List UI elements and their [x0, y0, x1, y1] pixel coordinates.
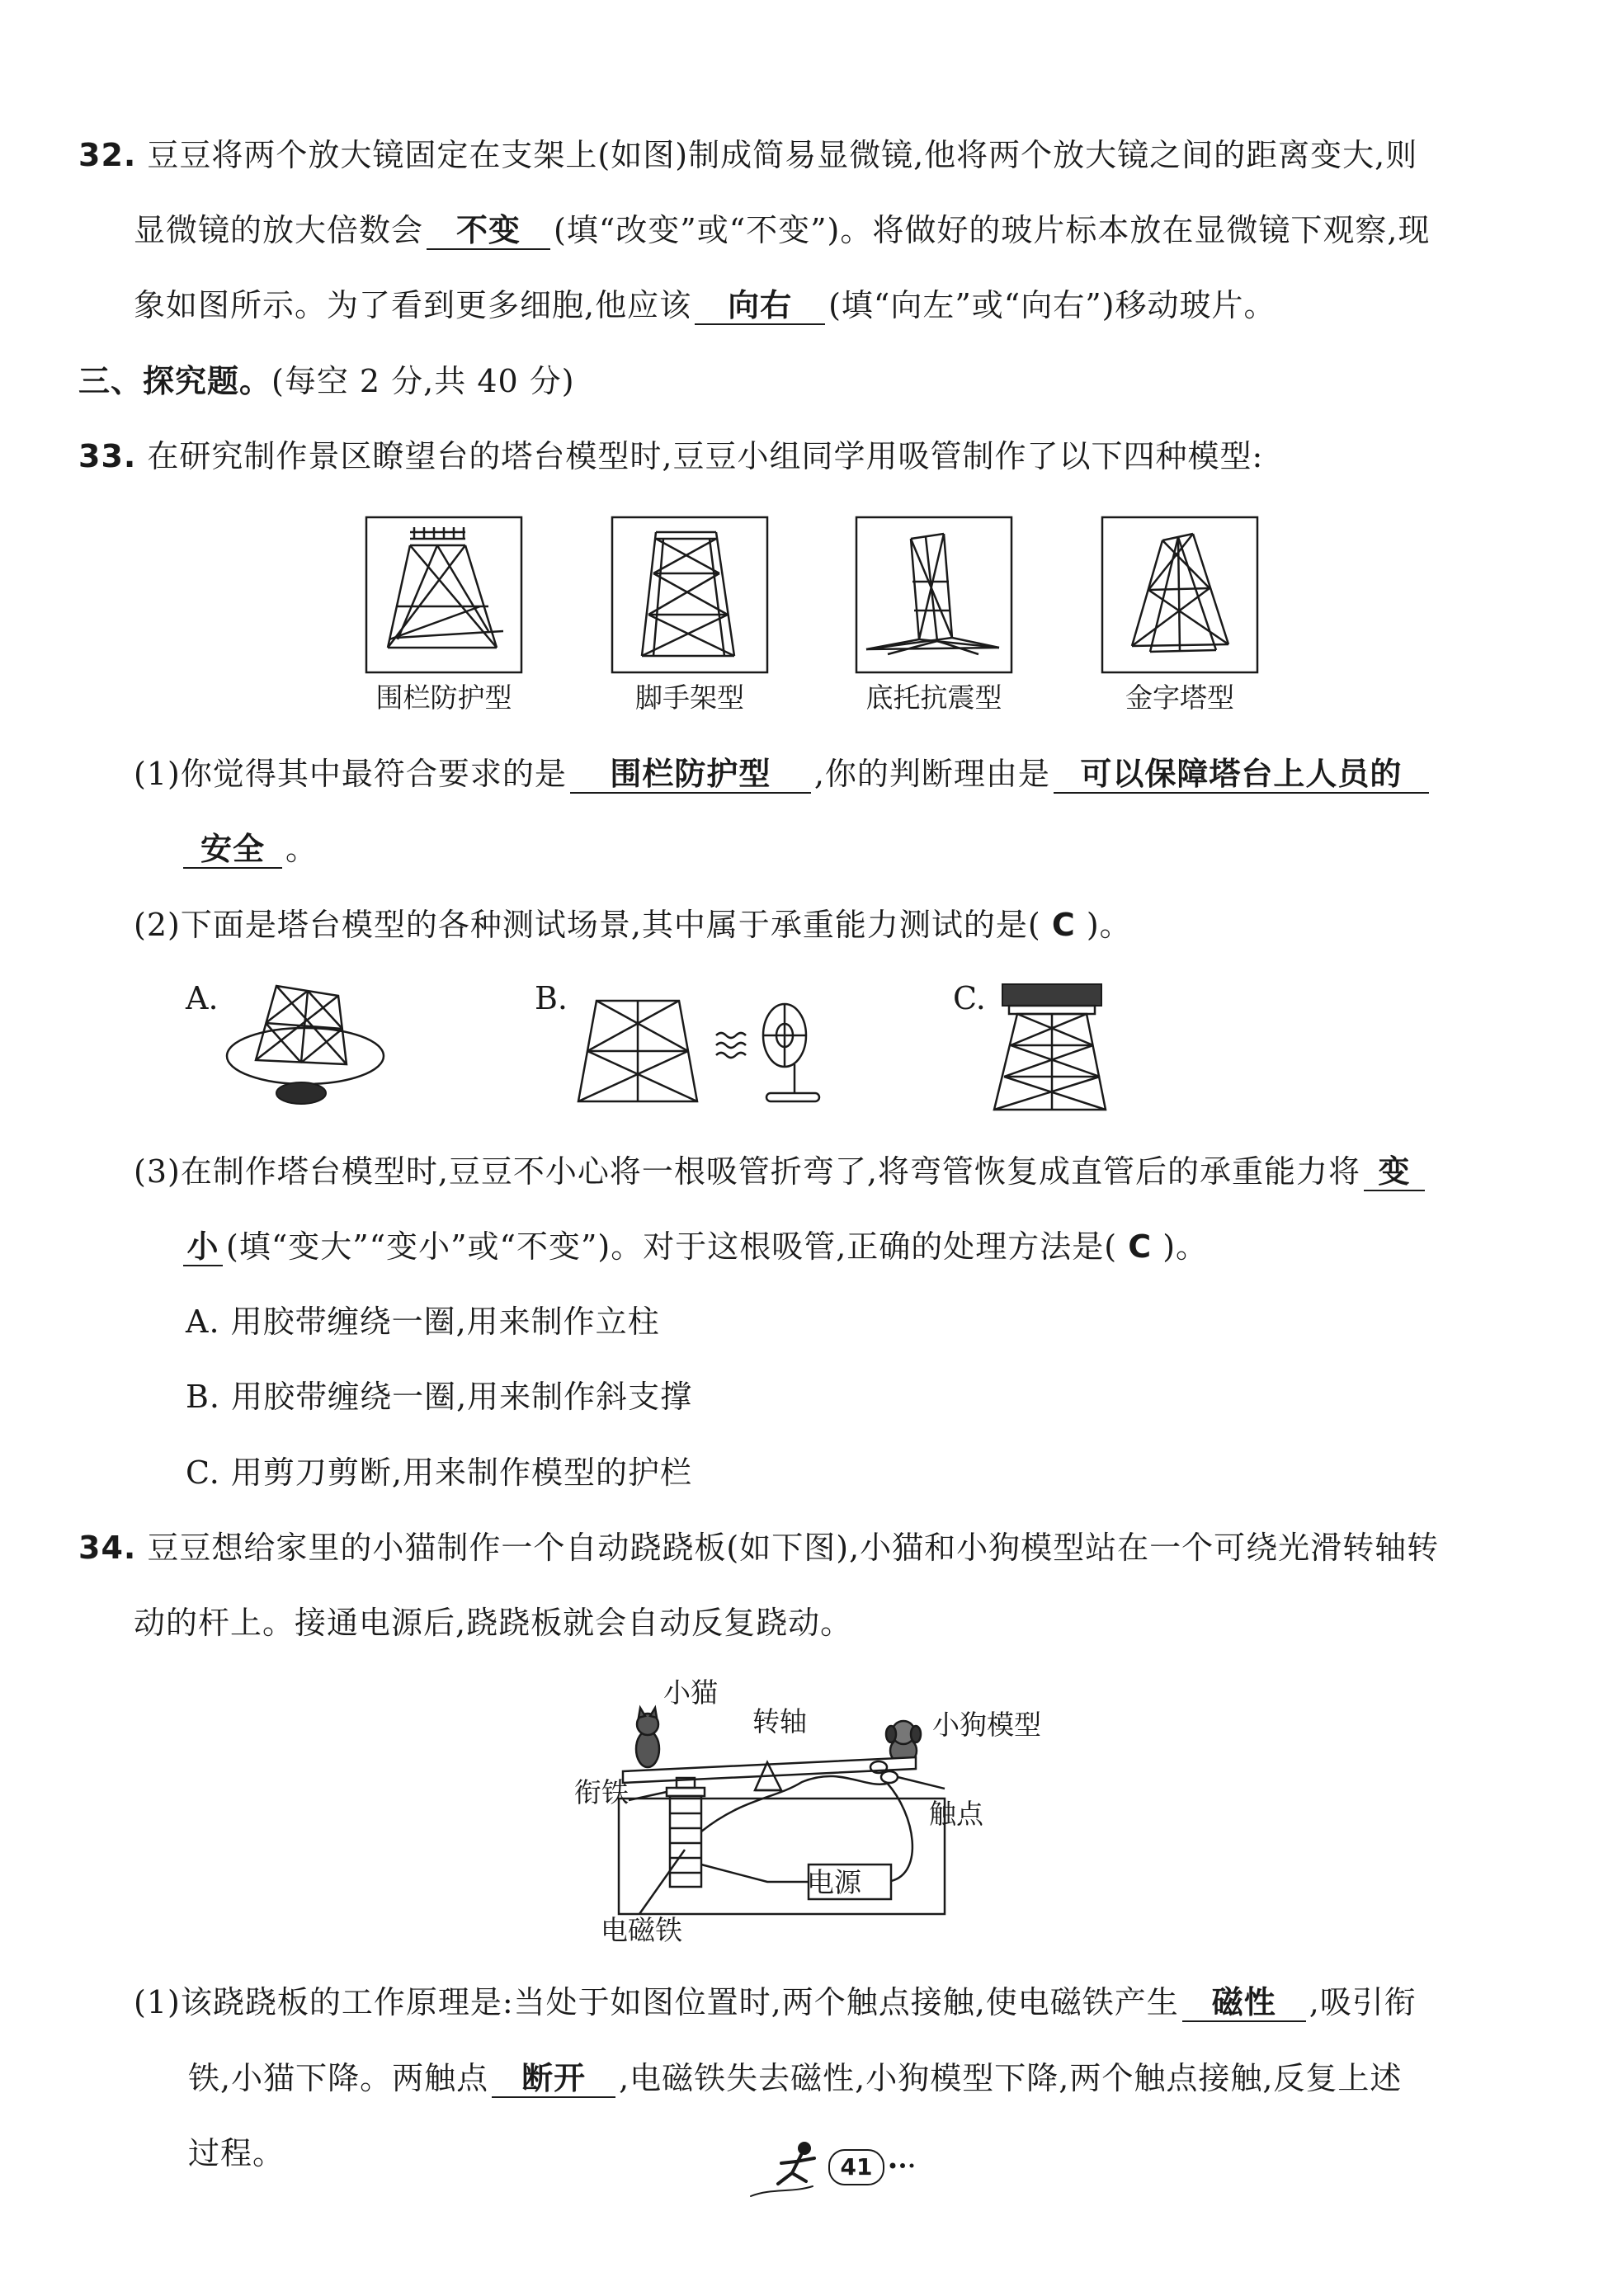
q33-p1-pre: (1)你觉得其中最符合要求的是: [134, 756, 567, 792]
section3-title: 三、探究题。: [78, 363, 272, 399]
q33-intro-text: 在研究制作景区瞭望台的塔台模型时,豆豆小组同学用吸管制作了以下四种模型:: [147, 438, 1264, 474]
tower-model-fence: [365, 516, 523, 674]
dots-decoration: [888, 2160, 921, 2171]
q33-p1-line1: [134, 753, 1429, 794]
q33-p1-end: 。: [285, 831, 318, 867]
q33-p3-answer2: C: [1128, 1228, 1153, 1265]
q33-p3-answer-b: 小: [183, 1228, 223, 1266]
q34-p1-line2: [188, 2058, 1402, 2099]
q33-p2-end: )。: [1086, 907, 1132, 943]
q33-number: 33.: [78, 438, 137, 474]
label-armature: 衔铁: [574, 1776, 629, 1808]
q32-line2-pre: 显微镜的放大倍数会: [134, 212, 424, 248]
q32-answer-magnification: 不变: [427, 212, 550, 250]
q34-line2: 动的杆上。接通电源后,跷跷板就会自动反复跷动。: [134, 1605, 853, 1641]
section3-heading: [78, 361, 575, 402]
q32-text-line1: 豆豆将两个放大镜固定在支架上(如图)制成简易显微镜,他将两个放大镜之间的距离变大,则: [147, 137, 1418, 173]
q33-p2-answer: C: [1051, 907, 1076, 943]
label-contact: 触点: [929, 1798, 983, 1830]
q32-answer-direction: 向右: [695, 287, 825, 325]
q34-p1-pre: (1)该跷跷板的工作原理是:当处于如图位置时,两个触点接触,使电磁铁产生: [134, 1984, 1179, 2020]
q34-line1: [78, 1527, 1439, 1568]
model-caption-1: 围栏防护型: [375, 681, 512, 714]
q33-p3-line2: [183, 1226, 1208, 1267]
section3-note: (每空 2 分,共 40 分): [271, 363, 575, 399]
q33-intro: [78, 436, 1263, 477]
scene-c-load-test: [986, 978, 1130, 1114]
q32-line2: [134, 210, 1430, 251]
q34-p1-answer-disconnect: 断开: [492, 2060, 615, 2098]
q33-p2-line: [134, 904, 1132, 945]
q33-option-a: A. 用胶带缠绕一圈,用来制作立柱: [186, 1304, 660, 1340]
q33-option-c: C. 用剪刀剪断,用来制作模型的护栏: [186, 1454, 692, 1491]
q33-p1-answer-reason-b: 安全: [183, 831, 282, 869]
q33-p1-answer-reason-a: 可以保障塔台上人员的: [1054, 756, 1429, 794]
q33-p2-text: (2)下面是塔台模型的各种测试场景,其中属于承重能力测试的是(: [134, 907, 1041, 943]
q33-p3-mid: (填“变大”“变小”或“不变”)。对于这根吸管,正确的处理方法是(: [226, 1228, 1118, 1265]
label-dog-model: 小狗模型: [932, 1709, 1041, 1741]
q33-p1-answer-choice: 围栏防护型: [570, 756, 811, 794]
q34-p1-line1: [134, 1982, 1417, 2023]
q32-line1: [78, 134, 1417, 176]
q32-number: 32.: [78, 137, 137, 173]
scene-label-c: C.: [953, 980, 986, 1016]
label-pivot: 转轴: [752, 1705, 807, 1737]
q33-p1-mid: ,你的判断理由是: [813, 756, 1050, 792]
q34-p1-line3: 过程。: [188, 2135, 285, 2171]
scene-b-wind-test: [572, 978, 836, 1106]
q34-p1-line2-pre: 铁,小猫下降。两触点: [188, 2060, 489, 2096]
tower-model-base-shock: [855, 516, 1013, 674]
scene-label-a: A.: [186, 980, 219, 1016]
q34-number: 34.: [78, 1530, 137, 1566]
q34-p1-post: ,吸引衔: [1309, 1984, 1417, 2020]
q33-p3-answer-a: 变: [1364, 1153, 1425, 1191]
q32-line3-pre: 象如图所示。为了看到更多细胞,他应该: [134, 287, 692, 323]
label-electromagnet: 电磁铁: [601, 1914, 682, 1946]
scene-a-shake-test: [223, 978, 388, 1118]
label-power: 电源: [807, 1866, 861, 1898]
q32-line3-post: (填“向左”或“向右”)移动玻片。: [828, 287, 1276, 323]
model-caption-3: 底托抗震型: [865, 681, 1002, 714]
q33-p1-line2: [183, 828, 318, 870]
tower-model-scaffold: [611, 516, 769, 674]
q34-line1-text: 豆豆想给家里的小猫制作一个自动跷跷板(如下图),小猫和小狗模型站在一个可绕光滑转轴转: [147, 1530, 1440, 1566]
runner-icon: [747, 2138, 829, 2200]
q32-line2-post: (填“改变”或“不变”)。将做好的玻片标本放在显微镜下观察,现: [554, 212, 1431, 248]
q33-p3-line1: [134, 1151, 1425, 1192]
cat-figure: [636, 1708, 659, 1767]
q34-p1-line2-post: ,电磁铁失去磁性,小狗模型下降,两个触点接触,反复上述: [619, 2060, 1403, 2096]
model-caption-4: 金字塔型: [1125, 681, 1234, 714]
q33-p3-end: )。: [1162, 1228, 1209, 1265]
page-number: 41: [828, 2149, 884, 2185]
tower-model-pyramid: [1101, 516, 1259, 674]
q32-line3: [134, 285, 1276, 326]
label-cat: 小猫: [663, 1676, 718, 1709]
q34-p1-answer-magnetism: 磁性: [1182, 1984, 1306, 2022]
scene-label-b: B.: [535, 980, 568, 1016]
q33-p3-pre: (3)在制作塔台模型时,豆豆不小心将一根吸管折弯了,将弯管恢复成直管后的承重能力将: [134, 1153, 1360, 1190]
q33-option-b: B. 用胶带缠绕一圈,用来制作斜支撑: [186, 1379, 693, 1415]
model-caption-2: 脚手架型: [635, 681, 744, 714]
